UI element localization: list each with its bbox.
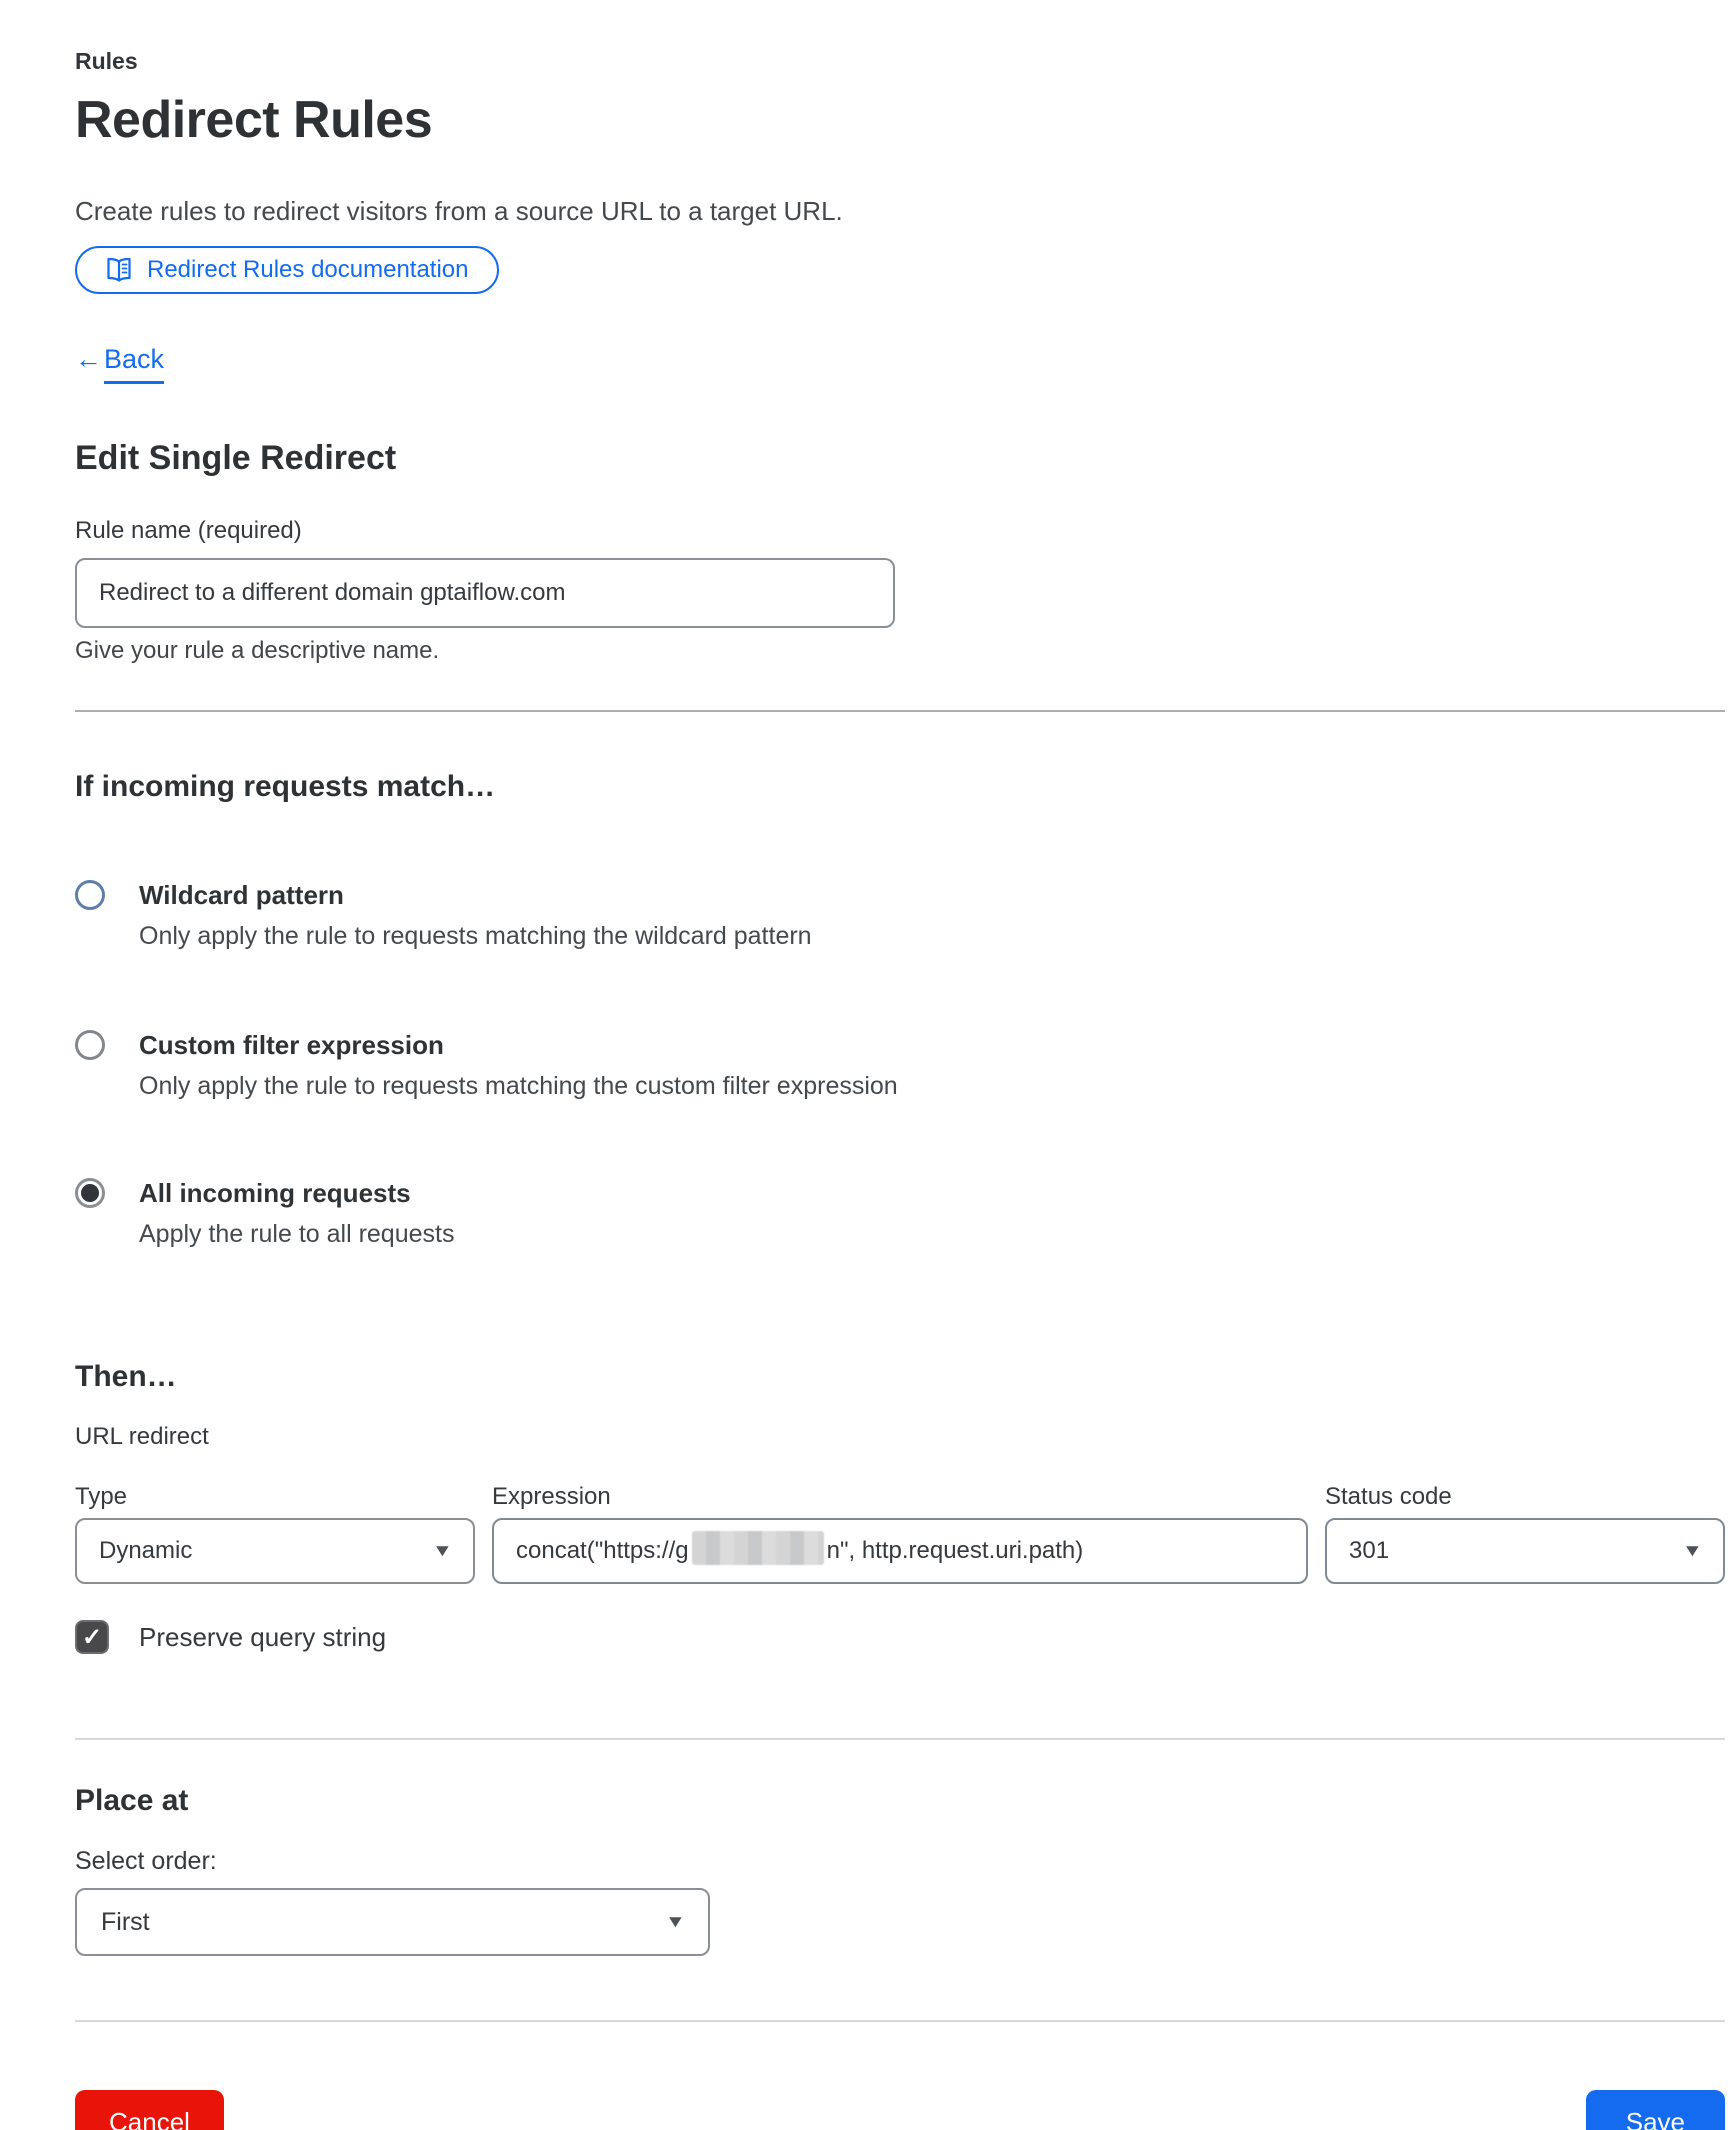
save-button[interactable]: Save	[1586, 2090, 1725, 2130]
status-code-value: 301	[1349, 1537, 1390, 1564]
then-section-heading: Then…	[75, 1360, 177, 1393]
select-order-label: Select order:	[75, 1847, 217, 1875]
radio-icon[interactable]	[75, 880, 105, 910]
chevron-down-icon: ▼	[665, 1912, 687, 1931]
expression-value-prefix: concat("https://g	[516, 1537, 689, 1564]
radio-option-description: Only apply the rule to requests matching the wildcard pattern	[139, 922, 812, 950]
redacted-text-blur	[692, 1531, 824, 1565]
type-select[interactable]	[75, 1518, 475, 1584]
chevron-down-icon: ▼	[432, 1541, 454, 1560]
back-arrow-icon: ←	[75, 344, 102, 374]
order-select-value: First	[101, 1907, 150, 1936]
edit-single-redirect-heading: Edit Single Redirect	[75, 439, 397, 477]
status-code-label: Status code	[1325, 1483, 1452, 1510]
radio-option-label: Wildcard pattern	[139, 880, 344, 910]
radio-option-description: Apply the rule to all requests	[139, 1220, 455, 1248]
documentation-button[interactable]	[75, 246, 499, 294]
url-redirect-label: URL redirect	[75, 1423, 209, 1450]
radio-icon-selected[interactable]	[75, 1178, 105, 1208]
divider	[75, 1738, 1725, 1740]
radio-option-all-incoming-requests[interactable]	[75, 1176, 1725, 1250]
book-icon	[105, 257, 133, 283]
radio-option-custom-filter-expression[interactable]	[75, 1028, 1725, 1102]
documentation-button-label: Redirect Rules documentation	[147, 256, 469, 283]
page-title: Redirect Rules	[75, 91, 433, 149]
check-icon: ✓	[81, 1623, 103, 1651]
radio-option-description: Only apply the rule to requests matching the custom filter expression	[139, 1072, 898, 1100]
radio-option-label: All incoming requests	[139, 1178, 411, 1208]
expression-value-suffix: n", http.request.uri.path)	[826, 1537, 1084, 1564]
preserve-query-string-row[interactable]	[75, 1620, 1725, 1654]
rule-name-helper: Give your rule a descriptive name.	[75, 637, 440, 664]
divider	[75, 710, 1725, 712]
order-select[interactable]	[75, 1888, 710, 1956]
expression-label: Expression	[492, 1483, 611, 1510]
chevron-down-icon: ▼	[1682, 1541, 1704, 1560]
checkbox-checked-icon[interactable]	[75, 1620, 109, 1654]
radio-icon[interactable]	[75, 1030, 105, 1060]
rule-name-input[interactable]	[75, 558, 895, 628]
type-select-value: Dynamic	[99, 1537, 193, 1564]
preserve-query-string-label: Preserve query string	[139, 1622, 387, 1652]
expression-input[interactable]	[492, 1518, 1308, 1584]
divider	[75, 2020, 1725, 2022]
back-link[interactable]	[75, 344, 164, 384]
page-description: Create rules to redirect visitors from a source URL to a target URL.	[75, 196, 843, 226]
cancel-button[interactable]: Cancel	[75, 2090, 224, 2130]
back-link-label: Back	[104, 344, 164, 384]
match-section-heading: If incoming requests match…	[75, 770, 496, 803]
radio-option-wildcard-pattern[interactable]	[75, 878, 1725, 952]
rule-name-label: Rule name (required)	[75, 517, 302, 544]
breadcrumb: Rules	[75, 48, 138, 74]
status-code-select[interactable]	[1325, 1518, 1725, 1584]
radio-option-label: Custom filter expression	[139, 1030, 444, 1060]
place-at-heading: Place at	[75, 1784, 189, 1817]
type-label: Type	[75, 1483, 128, 1510]
